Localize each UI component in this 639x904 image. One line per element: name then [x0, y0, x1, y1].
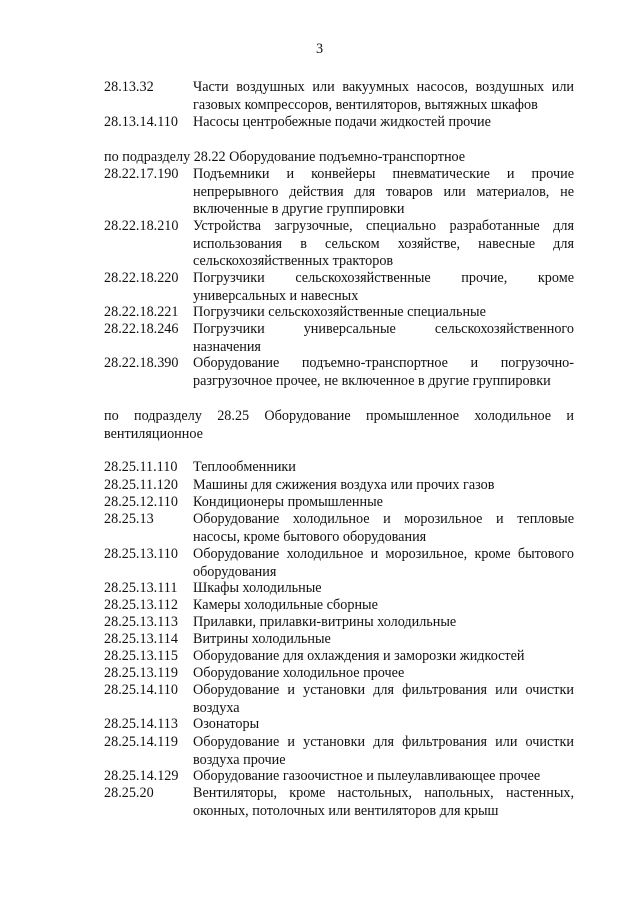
list-item	[104, 785, 574, 820]
list-item	[104, 114, 574, 132]
item-description: Оборудование и установки для фильтрования или очистки воздуха	[193, 682, 574, 716]
item-description: Витрины холодильные	[193, 631, 331, 647]
list-item	[104, 734, 574, 769]
item-code: 28.25.13.111	[104, 580, 178, 596]
item-description: Оборудование холодильное и морозильное, кроме бытового оборудования	[193, 546, 574, 580]
list-item	[104, 355, 574, 390]
item-code: 28.25.20	[104, 785, 154, 801]
item-code: 28.25.14.119	[104, 734, 178, 750]
list-item	[104, 304, 574, 322]
item-code: 28.22.18.210	[104, 218, 179, 234]
item-code: 28.25.13.115	[104, 648, 178, 664]
item-description: Насосы центробежные подачи жидкостей прочие	[193, 114, 491, 130]
item-code: 28.25.12.110	[104, 494, 178, 510]
item-description: Оборудование и установки для фильтрования или очистки воздуха прочие	[193, 734, 574, 768]
item-code: 28.25.11.110	[104, 459, 178, 475]
item-code: 28.13.14.110	[104, 114, 178, 130]
section-heading: по подразделу 28.25 Оборудование промышленное холодильное и вентиляционное	[104, 408, 574, 442]
list-item	[104, 580, 574, 598]
item-code: 28.25.11.120	[104, 477, 178, 493]
item-description: Оборудование для охлаждения и заморозки жидкостей	[193, 648, 525, 664]
item-description: Машины для сжижения воздуха или прочих газов	[193, 477, 495, 493]
list-item	[104, 270, 574, 305]
item-code: 28.25.13	[104, 511, 154, 527]
item-description: Оборудование подъемно-транспортное и погрузочно-разгрузочное прочее, не включенное в другие группировки	[193, 355, 574, 389]
section-heading: по подразделу 28.22 Оборудование подъемно-транспортное	[104, 149, 466, 165]
item-description: Подъемники и конвейеры пневматические и прочие непрерывного действия для товаров или материалов, не включенные в другие группировки	[193, 166, 574, 218]
item-description: Погрузчики сельскохозяйственные специальные	[193, 304, 486, 320]
item-code: 28.25.13.114	[104, 631, 178, 647]
item-description: Оборудование холодильное прочее	[193, 665, 405, 681]
item-code: 28.22.17.190	[104, 166, 179, 182]
item-description: Камеры холодильные сборные	[193, 597, 378, 613]
list-item	[104, 459, 574, 477]
list-item	[104, 614, 574, 632]
item-description: Погрузчики универсальные сельскохозяйственного назначения	[193, 321, 574, 355]
item-code: 28.25.13.110	[104, 546, 178, 562]
item-code: 28.25.14.110	[104, 682, 178, 698]
item-description: Прилавки, прилавки-витрины холодильные	[193, 614, 457, 630]
item-code: 28.25.14.113	[104, 716, 178, 732]
item-code: 28.22.18.390	[104, 355, 179, 371]
list-item	[104, 546, 574, 581]
item-description: Погрузчики сельскохозяйственные прочие, кроме универсальных и навесных	[193, 270, 574, 304]
page-number: 3	[315, 41, 324, 57]
item-description: Шкафы холодильные	[193, 580, 322, 596]
item-code: 28.25.14.129	[104, 768, 179, 784]
item-code: 28.22.18.220	[104, 270, 179, 286]
list-item	[104, 631, 574, 649]
item-description: Теплообменники	[193, 459, 296, 475]
item-description: Оборудование газоочистное и пылеулавливающее прочее	[193, 768, 541, 784]
list-item	[104, 597, 574, 615]
list-item	[104, 218, 574, 271]
item-description: Озонаторы	[193, 716, 260, 732]
list-item	[104, 511, 574, 546]
list-item	[104, 494, 574, 512]
item-code: 28.25.13.119	[104, 665, 178, 681]
item-description: Оборудование холодильное и морозильное и тепловые насосы, кроме бытового оборудования	[193, 511, 574, 545]
list-item	[104, 648, 574, 666]
item-description: Части воздушных или вакуумных насосов, воздушных или газовых компрессоров, вентиляторов, вытяжных шкафов	[193, 79, 574, 113]
item-code: 28.22.18.221	[104, 304, 179, 320]
item-code: 28.22.18.246	[104, 321, 179, 337]
item-description: Кондиционеры промышленные	[193, 494, 383, 510]
list-item	[104, 768, 574, 786]
list-item	[104, 321, 574, 356]
item-code: 28.25.13.113	[104, 614, 178, 630]
list-item	[104, 665, 574, 683]
item-code: 28.25.13.112	[104, 597, 178, 613]
list-item	[104, 166, 574, 219]
list-item	[104, 477, 574, 495]
item-description: Вентиляторы, кроме настольных, напольных, настенных, оконных, потолочных или вентиляторов для крыш	[193, 785, 574, 819]
item-description: Устройства загрузочные, специально разработанные для использования в сельском хозяйстве, навесные для сельскохозяйственных тракторов	[193, 218, 574, 270]
item-code: 28.13.32	[104, 79, 154, 95]
list-item	[104, 79, 574, 114]
list-item	[104, 716, 574, 734]
list-item	[104, 682, 574, 717]
